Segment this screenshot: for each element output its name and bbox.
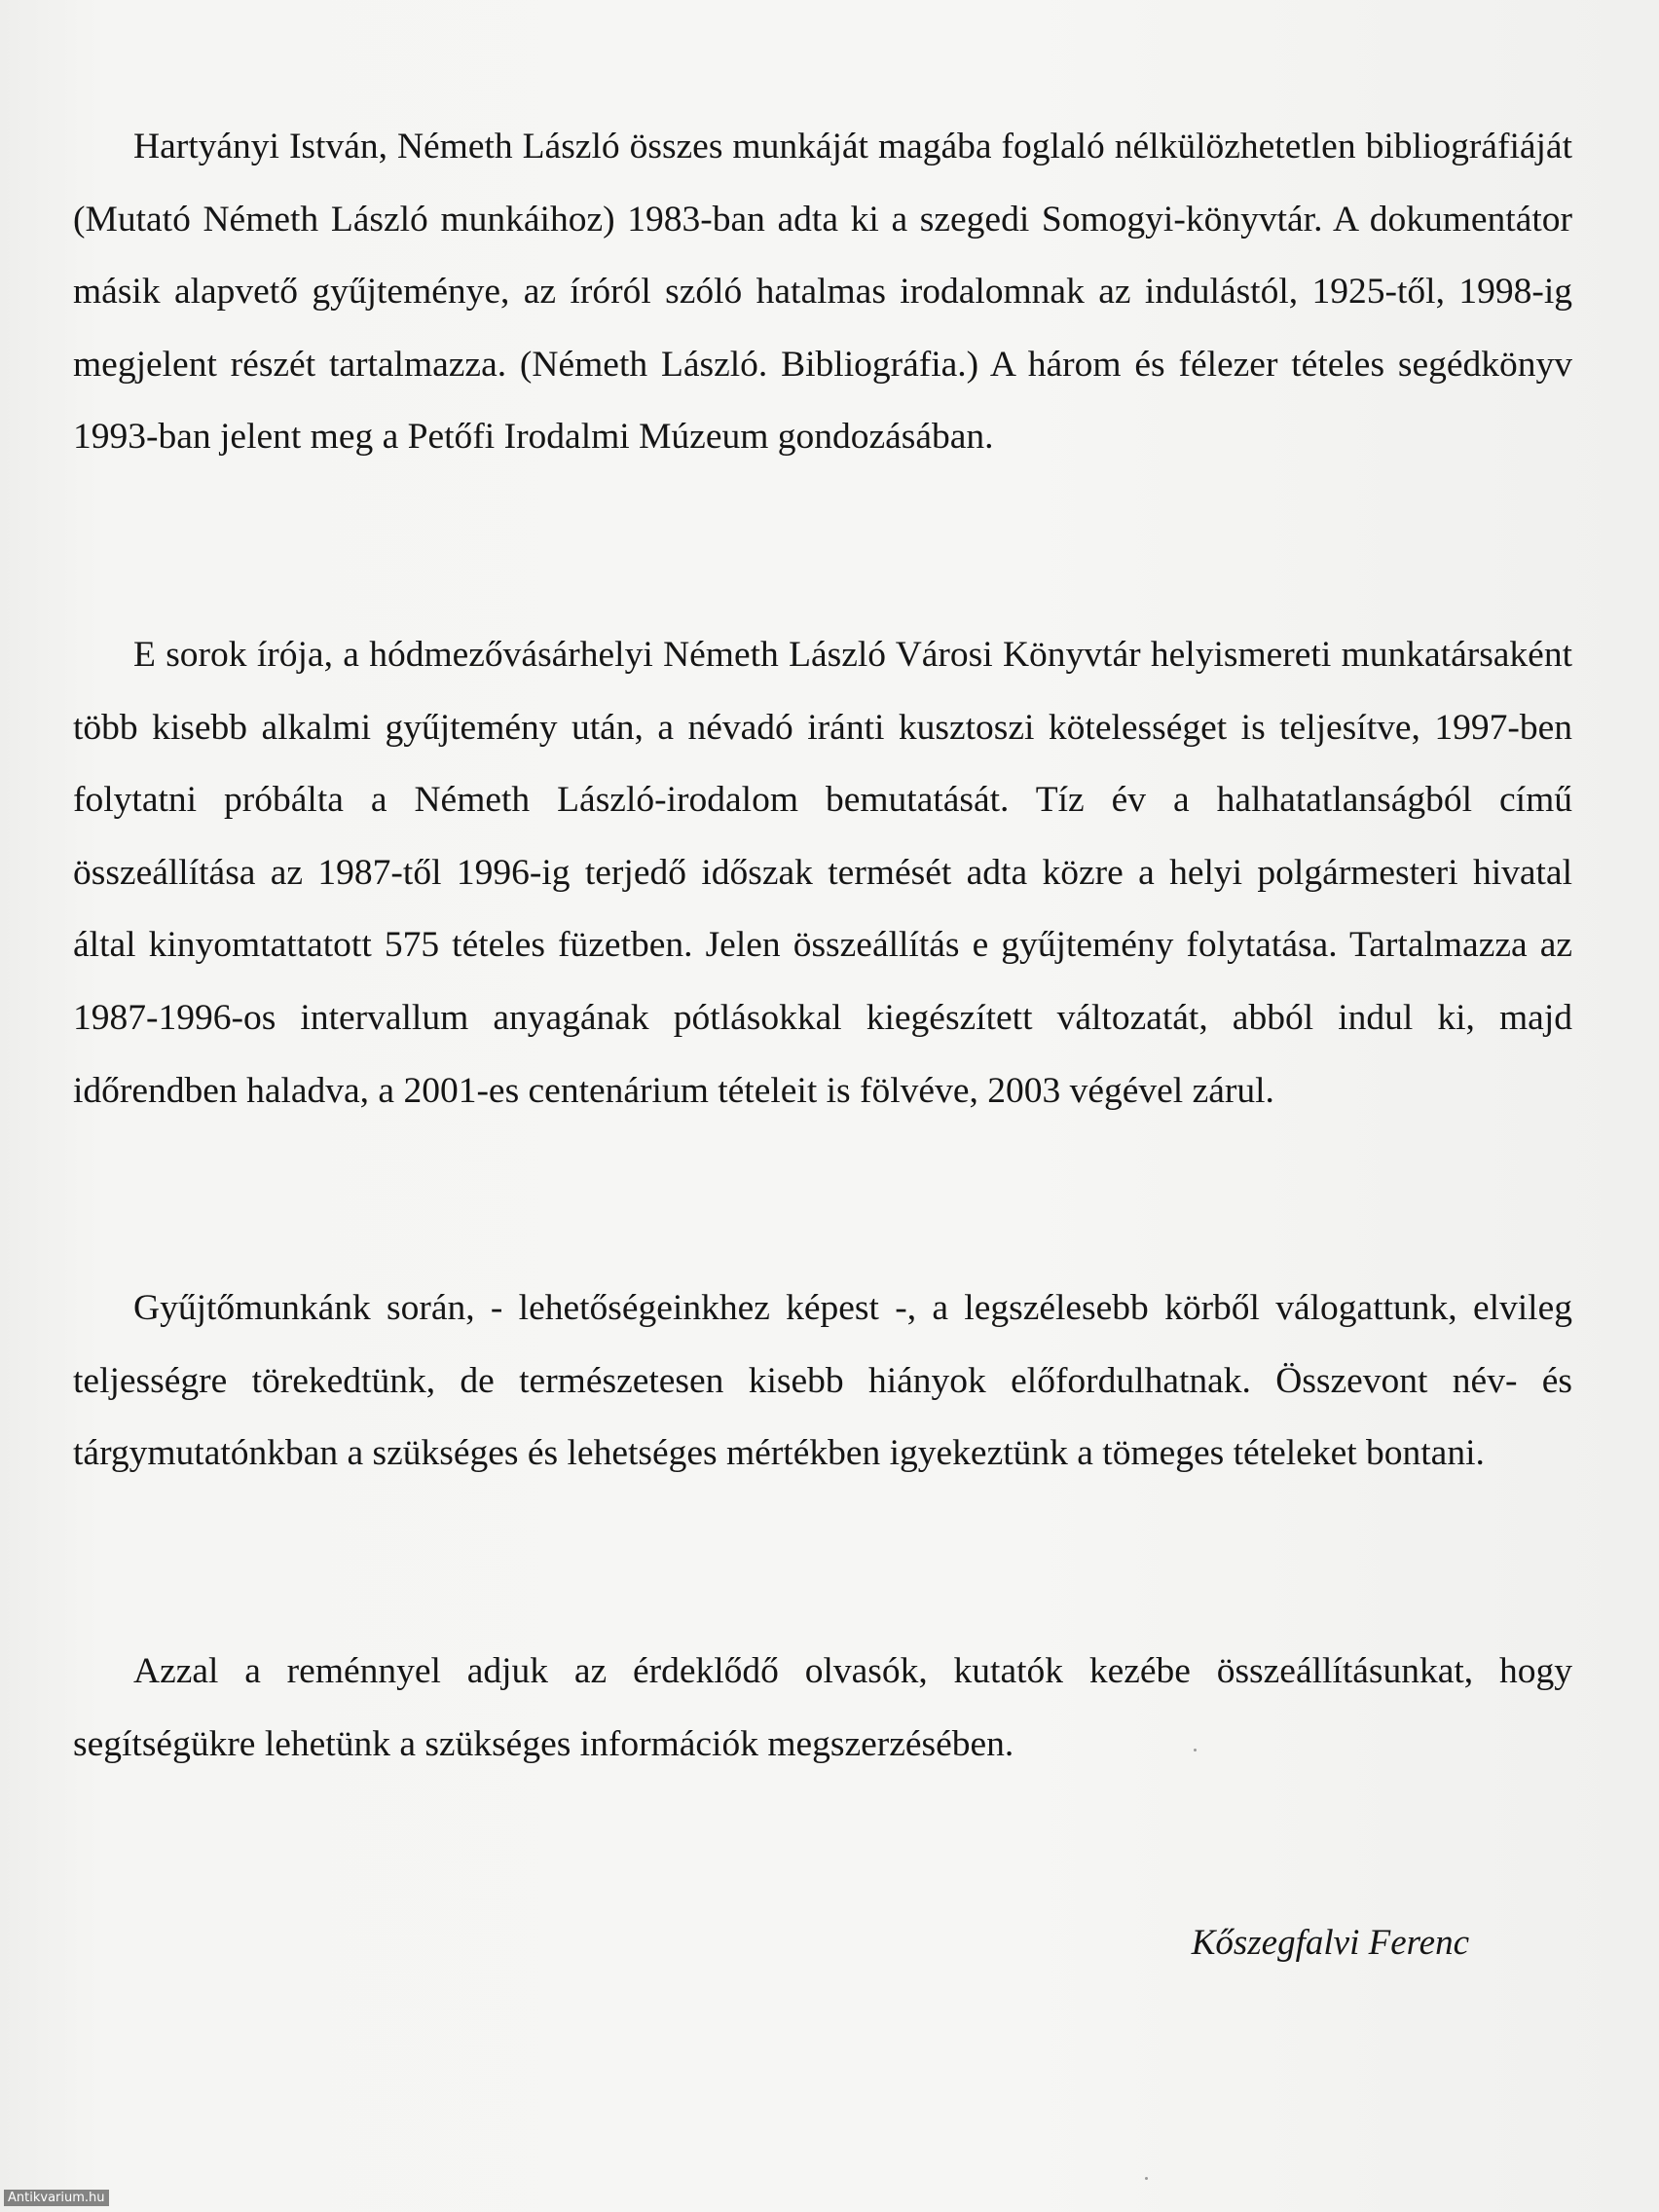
site-watermark: Antikvarium.hu [4, 2190, 109, 2206]
paragraph-3: Gyűjtőmunkánk során, - lehetőségeinkhez képest -, a legszélesebb körből válogattunk, elvileg teljességre törekedtünk, de természetesen kisebb hiányok előfordulhatnak. Összevont név- és tárgymutatónkban a szükséges és lehetséges mértékben igyekeztünk a tömeges tételeket bontani. [73, 1288, 1572, 1474]
paper-speck [1194, 1749, 1197, 1751]
author-signature: Kőszegfalvi Ferenc [1191, 1923, 1469, 1963]
paragraph-4: Azzal a reménnyel adjuk az érdeklődő olvasók, kutatók kezébe összeállításunkat, hogy segítségükre lehetünk a szükséges információk megszerzésében. [73, 1651, 1572, 1764]
paragraph-1: Hartyányi István, Németh László összes munkáját magába foglaló nélkülözhetetlen bibliográfiáját (Mutató Németh László munkáihoz) 1983-ban adta ki a szegedi Somogyi-könyvtár. A dokumentátor másik alapvető gyűjteménye, az íróról szóló hatalmas irodalomnak az indulástól, 1925-től, 1998-ig megjelent részét tartalmazza. (Németh László. Bibliográfia.) A három és félezer tételes segédkönyv 1993-ban jelent meg a Petőfi Irodalmi Múzeum gondozásában. [73, 127, 1572, 458]
paragraph-2: E sorok írója, a hódmezővásárhelyi Németh László Városi Könyvtár helyismereti munkatársaként több kisebb alkalmi gyűjtemény után, a névadó iránti kusztoszi kötelességet is teljesítve, 1997-ben folytatni próbálta a Németh László-irodalom bemutatását. Tíz év a halhatatlanságból című összeállítása az 1987-től 1996-ig terjedő időszak termését adta közre a helyi polgármesteri hivatal által kinyomtattatott 575 tételes füzetben. Jelen összeállítás e gyűjtemény folytatása. Tartalmazza az 1987-1996-os intervallum anyagának pótlásokkal kiegészített változatát, abból indul ki, majd időrendben haladva, a 2001-es centenárium tételeit is fölvéve, 2003 végével zárul. [73, 635, 1572, 1111]
paper-speck [1145, 2177, 1148, 2180]
